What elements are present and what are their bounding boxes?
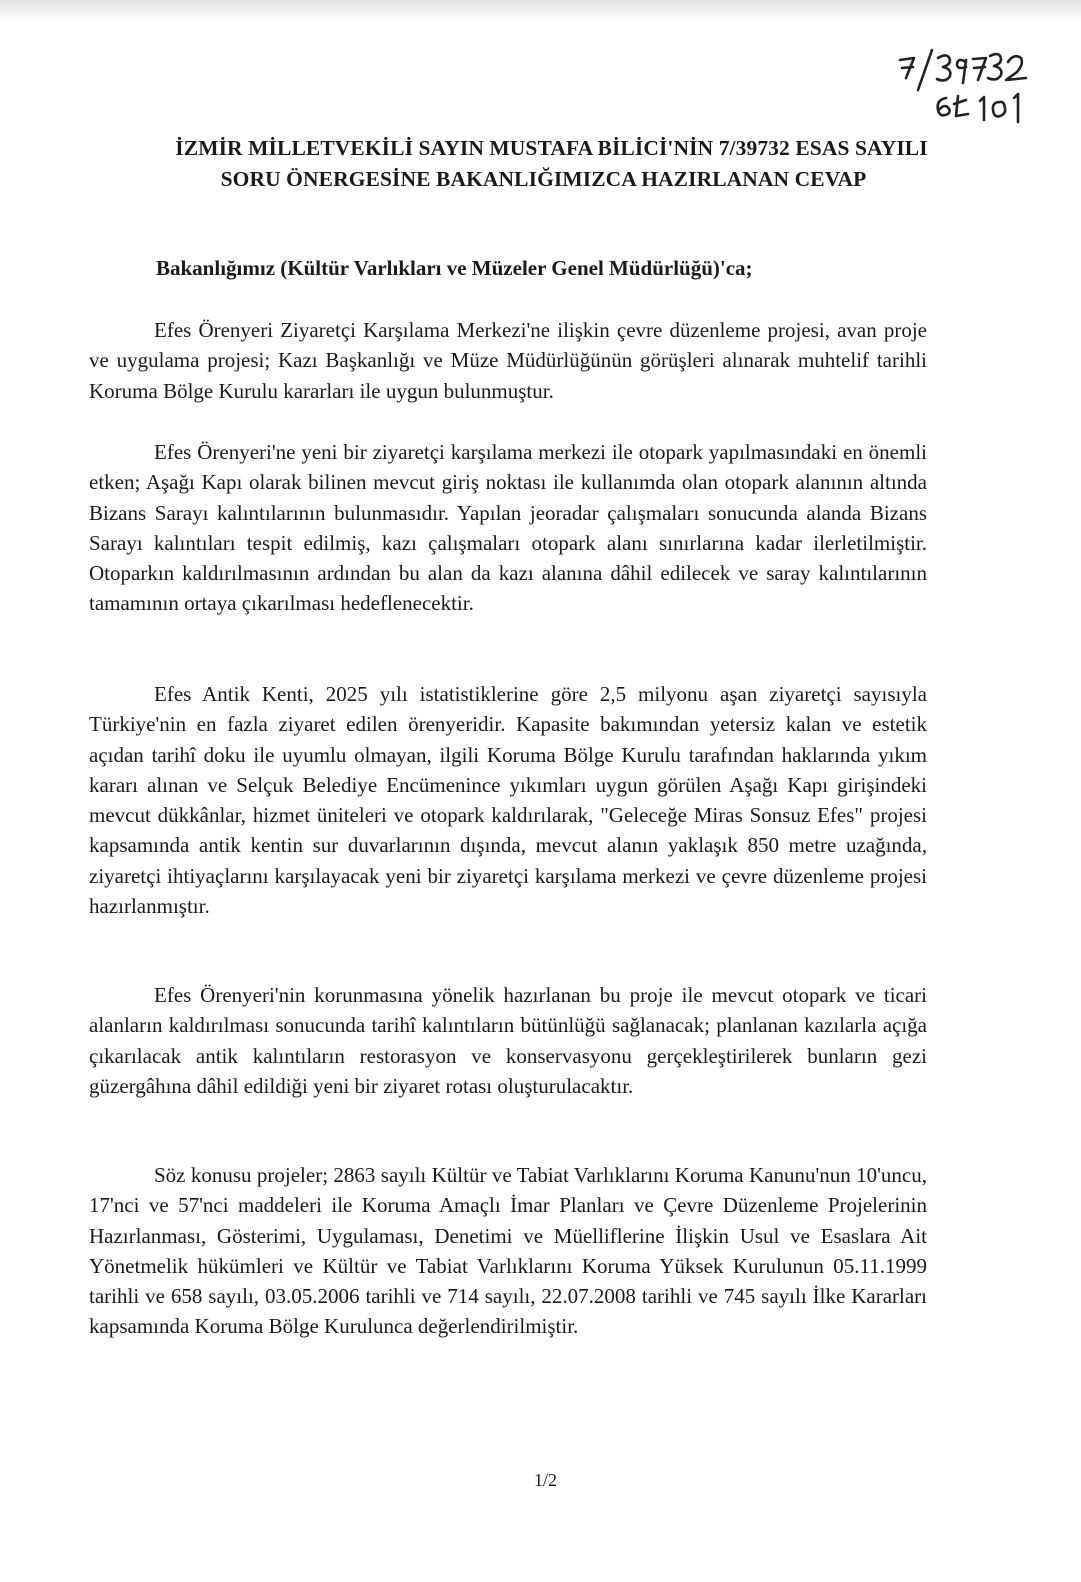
addressing-line: Bakanlığımız (Kültür Varlıkları ve Müzeler Genel Müdürlüğü)'ca; xyxy=(156,256,753,280)
body-paragraph-2: Efes Örenyeri'ne yeni bir ziyaretçi karşılama merkezi ile otopark yapılmasındaki en önemli etken; Aşağı Kapı olarak bilinen mevcut giriş noktası ile kullanımda olan otopark alanının altında Bizans Sarayı kalıntılarının bulunmasıdır. Yapılan jeoradar çalışmaları sonucunda alanda Bizans Sarayı kalıntıları tespit edilmiş, kazı çalışmaları otopark alanı sınırlarına kadar ilerletilmiştir. Otoparkın kaldırılmasının ardından bu alan da kazı alanına dâhil edilecek ve saray kalıntılarının tamamının ortaya çıkarılması hedeflenecektir. xyxy=(89,440,927,616)
body-paragraph-3: Efes Antik Kenti, 2025 yılı istatistiklerine göre 2,5 milyonu aşan ziyaretçi sayısıyla Türkiye'nin en fazla ziyaret edilen örenyeridir. Kapasite bakımından yetersiz kalan ve estetik açıdan tarihî doku ile uyumlu olmayan, ilgili Koruma Bölge Kurulu tarafından haklarında yıkım kararı alınan ve Selçuk Belediye Encümenince yıkımları uygun görülen Aşağı Kapı girişindeki mevcut dükkânlar, hizmet üniteleri ve otopark kaldırılarak, "Geleceğe Miras Sonsuz Efes" projesi kapsamında antik kentin sur duvarlarının dışında, mevcut alanın yaklaşık 850 metre uzağında, ziyaretçi ihtiyaçlarını karşılayacak yeni bir ziyaretçi karşılama merkezi ve çevre düzenleme projesi hazırlanmıştır. xyxy=(89,682,927,919)
body-paragraph-4: Efes Örenyeri'nin korunmasına yönelik hazırlanan bu proje ile mevcut otopark ve ticari alanların kaldırılması sonucunda tarihî kalıntıların bütünlüğü sağlanacak; planlanan kazılarla açığa çıkarılacak antik kalıntıların restorasyon ve konservasyonu gerçekleştirilerek bunların gezi güzergâhına dâhil edildiği yeni bir ziyaret rotası oluşturulacaktır. xyxy=(89,983,927,1098)
handwritten-reference-note xyxy=(880,38,1060,138)
body-paragraph-5: Söz konusu projeler; 2863 sayılı Kültür ve Tabiat Varlıklarını Koruma Kanunu'nun 10'uncu, 17'nci ve 57'nci maddeleri ile Koruma Amaçlı İmar Planları ve Çevre Düzenleme Projelerinin Hazırlanması, Gösterimi, Uygulaması, Denetimi ve Müelliflerine İlişkin Usul ve Esaslara Ait Yönetmelik hükümleri ve Kültür ve Tabiat Varlıklarını Koruma Yüksek Kurulunun 05.11.1999 tarihli ve 658 sayılı, 03.05.2006 tarihli ve 714 sayılı, 22.07.2008 tarihli ve 745 sayılı İlke Kararları kapsamında Koruma Bölge Kurulunca değerlendirilmiştir. xyxy=(89,1163,927,1339)
document-title xyxy=(0,133,1081,195)
page-number: 1/2 xyxy=(533,1470,557,1490)
body-paragraph-1: Efes Örenyeri Ziyaretçi Karşılama Merkezi'ne ilişkin çevre düzenleme projesi, avan proje ve uygulama projesi; Kazı Başkanlığı ve Müze Müdürlüğünün görüşleri alınarak muhtelif tarihli Koruma Bölge Kurulu kararları ile uygun bulunmuştur. xyxy=(89,318,927,403)
document-title-line-2: SORU ÖNERGESİNE BAKANLIĞIMIZCA HAZIRLANAN CEVAP xyxy=(220,167,867,191)
scan-top-edge xyxy=(0,0,1081,22)
document-title-line-1: İZMİR MİLLETVEKİLİ SAYIN MUSTAFA BİLİCİ'NİN 7/39732 ESAS SAYILI xyxy=(175,136,928,160)
